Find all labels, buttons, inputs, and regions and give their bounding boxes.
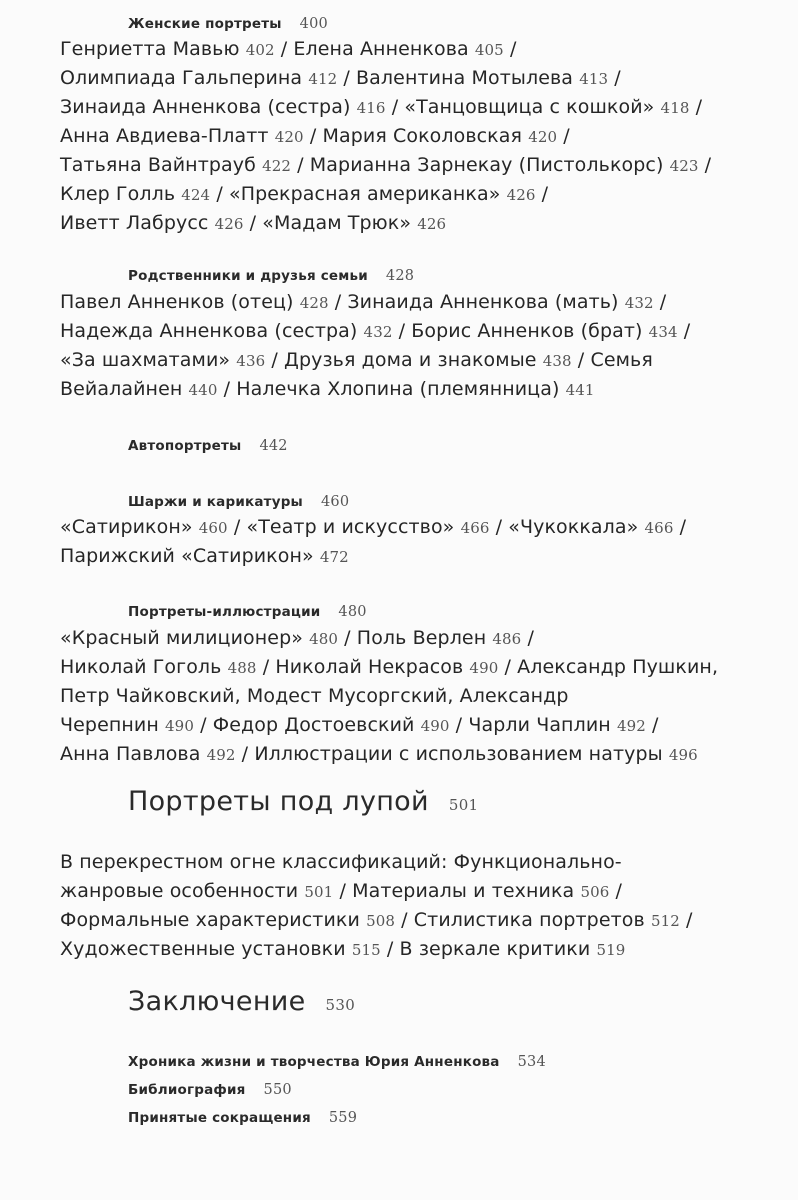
page-number: 480 (338, 604, 367, 620)
toc-line: жанровые особенности 501 / Материалы и техника 506 / (60, 880, 623, 902)
section-title: Хроника жизни и творчества Юрия Анненкова (128, 1054, 500, 1070)
page-number: 534 (517, 1054, 546, 1070)
section-heading-women (128, 16, 328, 32)
toc-line: Клер Голль 424 / «Прекрасная американка» 426 / (60, 183, 549, 205)
toc-line: Анна Авдиева-Платт 420 / Мария Соколовская 420 / (60, 125, 570, 147)
toc-line: Парижский «Сатирикон» 472 (60, 545, 349, 567)
toc-line: Надежда Анненкова (сестра) 432 / Борис Анненков (брат) 434 / (60, 320, 691, 342)
toc-line: «Сатирикон» 460 / «Театр и искусство» 466 / «Чукоккала» 466 / (60, 516, 687, 538)
section-heading-illustrations (128, 604, 367, 620)
toc-line: Павел Анненков (отец) 428 / Зинаида Анненкова (мать) 432 / (60, 291, 667, 313)
page-number: 550 (263, 1082, 292, 1098)
toc-line: Художественные установки 515 / В зеркале критики 519 (60, 938, 626, 960)
section-title: Шаржи и карикатуры (128, 494, 303, 510)
appendix-abbreviations (128, 1110, 357, 1126)
toc-line: Петр Чайковский, Модест Мусоргский, Александр (60, 685, 569, 707)
toc-line: Иветт Лабрусс 426 / «Мадам Трюк» 426 (60, 212, 447, 234)
section-title: Принятые сокращения (128, 1110, 311, 1126)
toc-line: Зинаида Анненкова (сестра) 416 / «Танцовщица с кошкой» 418 / (60, 96, 703, 118)
chapter-title: Заключение (128, 986, 306, 1017)
page-number: 559 (328, 1110, 358, 1126)
toc-line: Николай Гоголь 488 / Николай Некрасов 490 / Александр Пушкин, (60, 656, 719, 678)
toc-line: Черепнин 490 / Федор Достоевский 490 / Чарли Чаплин 492 / (60, 714, 659, 736)
toc-line: Генриетта Мавью 402 / Елена Анненкова 405 / (60, 38, 517, 60)
page-number: 442 (259, 438, 288, 454)
toc-line: Вейалайнен 440 / Налечка Хлопина (племянница) 441 (60, 378, 595, 400)
toc-line: Татьяна Вайнтрауб 422 / Марианна Зарнекау (Пистолькорс) 423 / (60, 154, 712, 176)
toc-line: В перекрестном огне классификаций: Функционально- (60, 851, 622, 873)
page-number: 460 (320, 494, 350, 510)
appendix-chronicle (128, 1054, 546, 1070)
page-number: 501 (448, 796, 479, 814)
section-title: Женские портреты (128, 16, 282, 32)
toc-line: Формальные характеристики 508 / Стилистика портретов 512 / (60, 909, 693, 931)
chapter-title: Портреты под лупой (128, 786, 429, 817)
section-heading-caricatures (128, 494, 349, 510)
page-number: 530 (325, 996, 356, 1014)
section-title: Портреты-иллюстрации (128, 604, 321, 620)
chapter-heading-conclusion (128, 986, 355, 1017)
toc-line: «Красный милиционер» 480 / Поль Верлен 486 / (60, 627, 534, 649)
appendix-bibliography (128, 1082, 292, 1098)
section-title: Библиография (128, 1082, 246, 1098)
page-number: 428 (385, 268, 415, 284)
page-number: 400 (299, 16, 328, 32)
section-heading-selfportraits (128, 438, 288, 454)
toc-line: Анна Павлова 492 / Иллюстрации с использованием натуры 496 (60, 743, 698, 765)
chapter-heading-portraits (128, 786, 478, 817)
toc-line: «За шахматами» 436 / Друзья дома и знакомые 438 / Семья (60, 349, 653, 371)
section-title: Родственники и друзья семьи (128, 268, 368, 284)
toc-line: Олимпиада Гальперина 412 / Валентина Мотылева 413 / (60, 67, 621, 89)
section-title: Автопортреты (128, 438, 242, 454)
section-heading-family (128, 268, 414, 284)
